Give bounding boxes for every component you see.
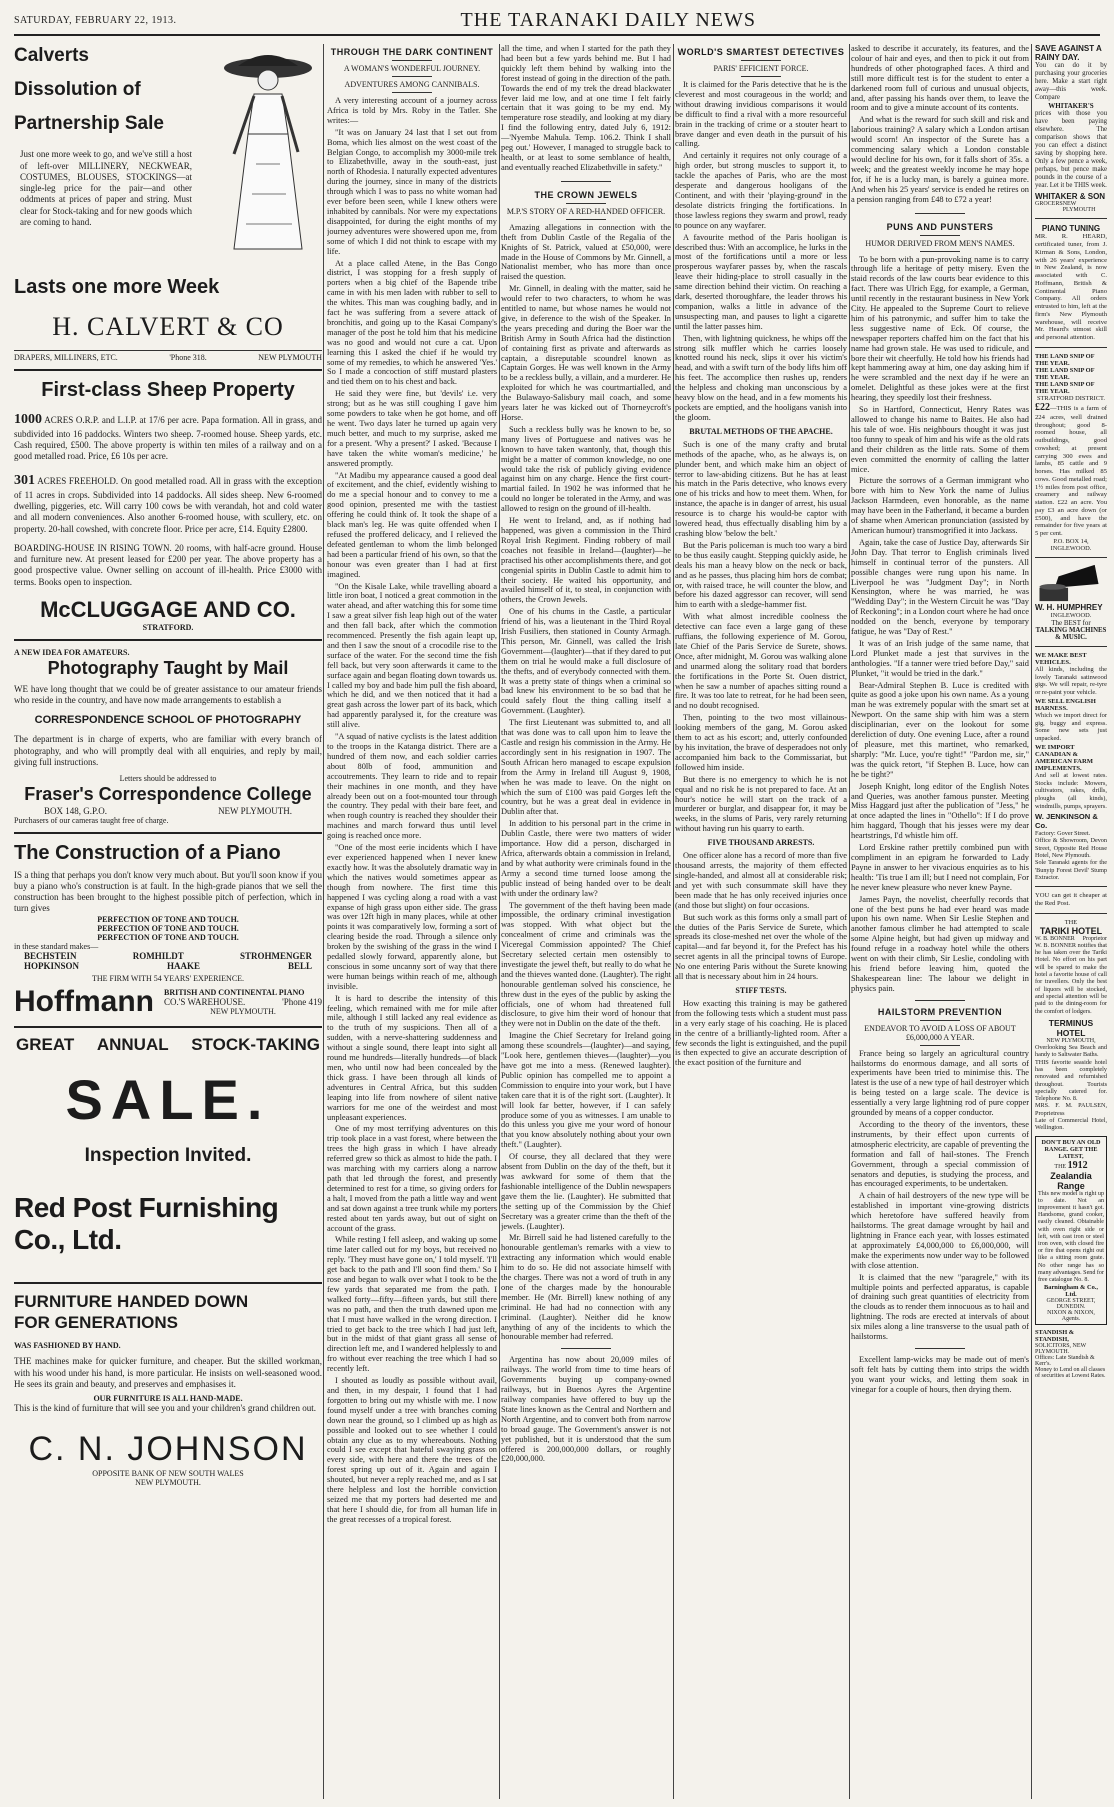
paragraph: "One of the most eerie incidents which I have ever experienced happened when I never knew exactly how. It was the absolutely dramatic way in which the natives would sometimes appear as though from nowhere. The first time this happened I was cycling along a road with a vast expanse of high grass upon either side. The grass was over 12ft high in many places, while at other points it was comparatively low, forming a sort of clearing beside the road. Through a silence only broken by the swishing of the grass in the wind I pedalled slowly forward, apparently alone, but conscious in some uncanny sort of way that there were human beings within reach of me, although invisible. xyxy=(327,843,497,991)
piano-experience: THE FIRM WITH 54 YEARS' EXPERIENCE. xyxy=(91,973,245,983)
photo-body-2: The department is in charge of experts, who are familiar with every branch of photography, and who will promptly deal with all enquiries, and reply by mail, giving full instructions. xyxy=(14,734,322,767)
range-headline: DON'T BUY AN OLD RANGE. GET THE LATEST, xyxy=(1041,1138,1101,1160)
sale-word: STOCK-TAKING xyxy=(191,1034,320,1054)
inglewood: INGLEWOOD. xyxy=(1050,545,1092,552)
talking-machines: TALKING MACHINES & MUSIC. xyxy=(1035,627,1107,641)
calverts-headline: Lasts one more Week xyxy=(14,276,220,298)
paragraph: Picture the sorrows of a German immigrant who bore with him to New York the name of Julius Jackson Harmdeen, even honorable, as the name may have been in the Fatherland, it became a burden of shame when American pronunciation (assisted by American humour) transmogrified it into Jackass. xyxy=(851,476,1029,535)
farm-price: £22 xyxy=(1035,401,1050,413)
range-body: This new model is right up to date. Not an improvement it hasn't got. Handsome, grand cooker, easily cleaned. Obtainable with oven right side or left, with cast iron or steel iron oven, with closed fire or fire that opens right out like a sitting room grate. No other range has so many advantages. Send for free catalogue No. 8. xyxy=(1038,1190,1104,1283)
calverts-title: Partnership Sale xyxy=(14,112,164,134)
paragraph: It is claimed for the Paris detective that he is the cleverest and most courageous in the world; and without drawing invidious comparisons it would be difficult to find a rival with a more resourceful brain in the tracking of crime or a stouter heart to brave danger and even death in the pursuit of his calling. xyxy=(675,80,847,149)
paragraph: "It was on January 24 last that I set out from Boma, which lies almost on the west coast of the Belgian Congo, to accomplish my 3000-mile trek to Elizabethville, away in the south-east, just north of Rhodesia. I naturally expected adventures during the journey, since in many of the districts through which I was to pass no white woman had ever before been seen, while I knew others were inhabited by cannibals. Nor were my expectations disappointed, for during the eight months of my journey adventures were showered upon me, from some of which I did not think to escape with my life. xyxy=(327,127,497,256)
range-year: 1912 xyxy=(1067,1159,1088,1171)
fraser-purchasers: Purchasers of our cameras taught free of charge. xyxy=(14,815,169,825)
furniture-sub: WAS FASHIONED BY HAND. xyxy=(14,1341,121,1351)
calverts-body: Just one more week to go, and we've still a host of left-over MILLINERY, NECKWEAR, COSTUMES, BLOUSES, STOCKINGS—at single-leg price for the pair—and other oddments at prices of paper and string. Must clear for Stock-taking and for new goods which are coming to hand. xyxy=(20,149,192,227)
paragraph: He went to Ireland, and, as if nothing had happened, was given a commission in the Third Royal Irish Regiment. Finding robbery of mail coaches not feasible in Ireland—(laughter)—he practised his other accomplishments there, and got congenial spirits in Dublin Castle to admit him to their society. He waited his opportunity, and availed himself of it, to steal, in conjunction with others, the Crown Jewels. xyxy=(501,516,671,605)
whitaker-firm: WHITAKER & SON xyxy=(1035,192,1106,202)
calverts-ad xyxy=(14,44,322,259)
calverts-foot-phone: 'Phone 318. xyxy=(169,353,207,362)
column-rule xyxy=(673,44,674,1799)
paragraph: He said they were fine, but 'devils' i.e. very strong; but as he was still coughing I gave him some powders to take when he got home, and off he went. Two days later he turned up again very much better, and much to my surprise, asked me for a present. 'Why a present?' I asked. 'Because I have taken the white woman's medicine,' he answered promptly. xyxy=(327,389,497,468)
photo-school: CORRESPONDENCE SCHOOL OF PHOTOGRAPHY xyxy=(34,714,302,727)
furniture-title: FOR GENERATIONS xyxy=(14,1313,179,1333)
range-name: Zealandia Range xyxy=(1050,1170,1092,1191)
paragraph: A chain of hail destroyers of the new type will be established in important vine-growing districts which heretofore have suffered heavily from hailstorms. The great damage wrought by hail and lightning in France each year, with losses estimated at approximately £4,000,000 to £6,000,000, will make the experiments now under way to be followed with close attention. xyxy=(851,1191,1029,1270)
acres-number: 1000 xyxy=(14,412,42,427)
paragraph: Imagine the Chief Secretary for Ireland going among these scoundrels—(laughter)—and saying, "Look here, gentlemen thieves—(laughter)—you have got me into a mess. (Renewed laughter). Public opinion has compelled me to appoint a Commission to enquire into your work, but I have taken care that it is of the right sort. (Laughter). It will look far better, however, if I can safely produce some of you as witnesses. I am unable to do this unless you give me your word of honour that you know absolutely nothing about your own theft." (Laughter). xyxy=(501,1031,671,1150)
furniture-title: FURNITURE HANDED DOWN xyxy=(14,1291,249,1311)
hoffmann-logo: Hoffmann xyxy=(14,984,154,1018)
paragraph: To be born with a pun-provoking name is to carry through life a heritage of petty misery. Even the staid records of the law courts bear evidence to this fact. There was Ulrich Egg, for example, a German, until recently in the restaurant business in New York City. He appealed to the Supreme Court to relieve him of his patronymic, and suffer him to take the less suggestive name of Eck. Of course, the newspaper reporters chaffed him on the fact that his name had grown stale. He was used to ridicule, and bore their wit cheerfully. He told how his friends had kept hammering away at him, one day asking him if he were scrambled and the next day if he were an omelet. Delightful as these jokes were at the first hearing, they speedily lost their freshness. xyxy=(851,254,1029,403)
piano-title: The Construction of a Piano xyxy=(14,841,281,864)
article-column xyxy=(675,44,847,1799)
article-headline: WORLD'S SMARTEST DETECTIVES xyxy=(677,47,845,57)
paragraph: Of course, they all declared that they were absent from Dublin on the day of the theft, but it was awkward for some of them that the fashionable intelligence of the Dublin newspapers gave them the lie. (Laughter). He submitted that the setting up of the Commission by the Chief Secretary was a greater crime than the theft of the jewels. (Laughter). xyxy=(501,1152,671,1231)
paragraph: It is claimed that the new "paragrele," with its multiple points and perfected apparatus, is capable of draining such great quantities of electricity from the clouds as to render them innocuous as to hail and lightning. The rods are erected at intervals of about six miles along a line transverse to the usual path of hailstorms. xyxy=(851,1272,1029,1342)
paragraph: "A squad of native cyclists is the latest addition to the troops in the Katanga district. There are a hundred of them now, and each soldier carries about 80lb of food, ammunition and accoutrements. They learn to ride and to repair their machines in one month, and they have already been out on a foot-mounted tour through the country. They pedal with their bare feet, and when rough country is reached they shoulder their machines and march forward thus until level going is reached once more. xyxy=(327,732,497,841)
calverts-title: Calverts xyxy=(14,45,89,66)
calverts-foot-trade: DRAPERS, MILLINERS, ETC. xyxy=(14,353,118,362)
tariki-proprietor: Proprietor xyxy=(1082,935,1107,942)
photo-kicker: A NEW IDEA FOR AMATEURS. xyxy=(14,648,130,658)
piano-make: STROHMENGER xyxy=(239,950,312,961)
paragraph: Mr. Ginnell, in dealing with the matter, said he would refer to two characters, to whom he was entitled to name, but whose names he would not give, in deference to the wish of the Speaker. In the years preceding and during the Boer war the British Army in South Africa had the distinction of containing first as private and afterwards as captain, a disreputable scoundrel known as Captain Gorges. He was well known in the Army to be a reckless bully, a villain, and a murderer. He exploited for which he was courtmartialled, and the Bulawayo-Salisbury mail coach, and some years later he was kicked out of Thorneycroft's Horse. xyxy=(501,284,671,422)
terminus-town: NEW PLYMOUTH, xyxy=(1046,1037,1096,1044)
fraser-box: BOX 148, G.P.O. xyxy=(44,805,108,816)
article-headline: PUNS AND PUNSTERS xyxy=(886,221,994,232)
barningham-agents: NIXON & NIXON, Agents. xyxy=(1047,1310,1095,1323)
paragraph: And what is the reward for such skill and risk and laborious training? A salary which a London artisan would scorn! An inspector of the Surete has a commencing salary which a London constable would decline for his own, for it falls short of 35s. a week; and the greatest weekly income he may hope for, if he is a lucky man, is barely a guinea more. And when his 25 years' service is ended he retires on a pension ranging from £48 to £72 a year! xyxy=(851,115,1029,204)
po-box: P.O. BOX 14, xyxy=(1053,538,1089,545)
terminus-2: THIS favorite seaside hotel has been completely renovated and refurnished throughout. Tourists specially catered for. Telephone No. 8. xyxy=(1035,1058,1107,1103)
cn-johnson-town: NEW PLYMOUTH. xyxy=(135,1478,201,1488)
paragraph: So in Hartford, Connecticut, Henry Rates was allowed to change his name to Baites. He also had his tale of woe. His neighbours thought it was just too funny to speak of him and his wife as the old rats and their children as the little rats. Some of them even committed the enormity of calling the latter mice. xyxy=(851,405,1029,474)
paragraph: Joseph Knight, long editor of the English Notes and Queries, was another famous punster. Meeting Miss Haggard just after the publication of "Jess," he at once adapted the lines in "Othello": If I do prove him haggard, Though that his jesses were my dear heartstrings, I'd whistle him off. xyxy=(851,781,1029,841)
barningham-address: GEORGE STREET, DUNEDIN. xyxy=(1046,1298,1096,1311)
paragraph: According to the theory of the inventors, these instruments, by their effect upon currents of atmospheric electricity, are capable of preventing the formation and fall of hail-stones. The French Government, through a special commission of senators and deputies, is studying the process, and has encouraged experiments, to be undertaken. xyxy=(851,1120,1029,1189)
paragraph: Argentina has now about 20,009 miles of railways. The world from time to time hears of Governments buying up company-owned railways, but in Buenos Ayres the Argentine railway companies have offered to buy up the State lines known as the Central and Northern and North Argentine, and to convert both from narrow to broad gauge. The Government's answer is not yet published, but it is understood that the sum offered is 200,000,000 dollars, or roughly £20,000,000. xyxy=(501,1355,671,1464)
tariki-the: THE xyxy=(1064,918,1078,926)
inspection-invited: Inspection Invited. xyxy=(84,1145,252,1167)
paragraph: A very interesting account of a journey across Africa is told by Mrs. Roby in the Tatler. She writes:— xyxy=(327,96,497,125)
column-rule xyxy=(1031,44,1032,1799)
column-rule xyxy=(323,44,324,1799)
humphrey-town: INGLEWOOD. xyxy=(1050,612,1092,619)
calverts-title: Dissolution of xyxy=(14,78,141,100)
harness-title: WE SELL ENGLISH HARNESS. xyxy=(1035,698,1096,713)
piano-make: BELL xyxy=(287,960,312,971)
jenkinson-factory: Factory: Gover Street. xyxy=(1035,830,1091,838)
land-snip: THE LAND SNIP OF THE YEAR. xyxy=(1035,380,1095,395)
hoffmann-phone: 'Phone 419 xyxy=(282,996,322,1007)
humphrey-name: W. H. HUMPHREY xyxy=(1035,603,1103,612)
furniture-ad xyxy=(14,1291,322,1488)
sheep-property-ad xyxy=(14,378,322,632)
paragraph: With what almost incredible coolness the detective can face even a large gang of these ruffians, the following experience of M. Gorou, late Chief of the Paris Service de Surete, shows. Once, after midnight, M. Gorou was walking alone and unarmed along the solitary road that borders the fortifications in the Porte St. Ouen district, when he saw a number of apaches sitting round a fire. It was too late to retreat, for he had been seen, and no doubt recognised. xyxy=(675,612,847,711)
paragraph: In addition to his personal part in the crime in Dublin Castle, there were two matters of wider importance. How did a person, discharged in Africa, afterwards obtain a commission in Ireland, and by what authority were criminals found in the Army a second time turned loose among the public instead of being handed over to be dealt with under the ordinary law? xyxy=(501,819,671,898)
article-subhead: HUMOR DERIVED FROM MEN'S NAMES. xyxy=(865,238,1015,248)
photo-title: Photography Taught by Mail xyxy=(47,658,289,679)
paragraph: Then, pointing to the two most villainous-looking members of the gang, M. Gorou asked them to act as his escort; and, utterly confounded by his invitation, the brave of desperadoes not only accompanied him back to the Commissariat, but followed him inside. xyxy=(675,713,847,772)
calverts-firm: H. CALVERT & CO xyxy=(52,312,284,341)
article-body xyxy=(327,96,497,1525)
humphrey-best: The BEST for xyxy=(1051,619,1091,627)
paragraph: France being so largely an agricultural country hailstorms do enormous damage, and all sorts of experiments have been tried to minimise this. The latest is the use of a new type of hail destroyer which is being tested on a large scale. The device is essentially a very large lightning rod of pure copper grounded by means of a copper conductor. xyxy=(851,1048,1029,1118)
paragraph: How exacting this training is may be gathered from the following tests which a student must pass in a very early stage of his coaching. He is placed in the centre of a brilliantly-lighted room. After a few seconds the light is extinguished, and the pupil is then expected to give an accurate description of the exact position of the furniture and xyxy=(675,998,847,1068)
stratford-district: STRATFORD DISTRICT. xyxy=(1036,394,1106,402)
furniture-body-2: This is the kind of furniture that will see you and your children's grand children out. xyxy=(14,1403,317,1414)
photo-letters: Letters should be addressed to xyxy=(119,774,217,783)
paragraph: The government of the theft having been made impossible, the ordinary criminal investigation was stopped. With what object but the concealment of crime and criminals was the Viceregal Commission appointed? The Chief Secretary selected certain men ostensibly to investigate the jewel theft, but really to do what he and the thieves wanted done. (Laughter). The right honourable gentleman solved his conscience, he threw dust in the eyes of the public by asking the officials, one of whom had threatened full disclosure, to give him their word of honour that they were not in Dublin on the date of the theft. xyxy=(501,900,671,1029)
paragraph: Such is one of the many crafty and brutal methods of the apache, who, as he always is, on plunder bent, and which make him an object of terror to law-abiding citizens. But he has at least his match in the Paris detective, who knows every one of his tricks and how to meet them. When, for instance, the apache is in danger of arrest, his usual resource is to charge his would-be captor with lowered head, thus effectually disabling him by a crashing blow 'below the belt.' xyxy=(675,439,847,538)
article-body xyxy=(851,255,1029,994)
paragraph: One of my most terrifying adventures on this trip took place in a vast forest, where between the trees the high grass in which I have already referred grew so thick as almost to hide the path. I was marching with my carriers along a narrow path that led through the forest, and presently determined to rest for a time, so giving orders for a halt, I moved from the path a little way and went and sat down against a tree trunk while my porters rested about ten yards away, but out of sight on account of the grass. xyxy=(327,1124,497,1233)
whitaker-mention: WHITAKER'S xyxy=(1048,102,1094,111)
paragraph: Then, with lightning quickness, he whips off the strong silk muffler which he carries loosely knotted round his neck, slips it over his victim's head, and with a swift turn of the body lifts him off his feet. The accomplice then rushes up, renders the helpless and choking man unconscious by a heavy blow on the head, and in a few moments his pockets are emptied, and the hooligans vanish into the gloom. xyxy=(675,333,847,422)
standish-line: Offices: Late Standish & Kerr's. xyxy=(1035,1355,1095,1368)
paragraph: James Payn, the novelist, cheerfully records that one of the best puns he had ever heard was made upon his own name. When Sir Leslie Stephen and another famous climber he had attempted to scale some Alpine height, but had given up midway and found refuge in a roadway hotel while the others went on with their climb, Sir Leslie, condoling with his friend before leaving him, quoted the Shakespearean line: The labour we delight in physics pain. xyxy=(851,894,1029,993)
article-subhead: FIVE THOUSAND ARRESTS. xyxy=(707,838,815,848)
advertisement-column xyxy=(14,44,322,1799)
paragraph: But the Paris policeman is much too wary a bird to be thus easily caught. Stepping quickly aside, he deals his man a heavy blow on the neck or back, and as he passes, thus placing him hors de combat; or, with raised trace, he will counter the blow, and before his dazed aggressor can recover, will send him to earth with a sledge-hammer fist. xyxy=(675,540,847,610)
article-subhead: PARIS' EFFICIENT FORCE. xyxy=(713,64,809,73)
mccluggage-town: STRATFORD. xyxy=(142,623,194,633)
paragraph: And certainly it requires not only courage of a high order, but strong muscles to support it, to tackle the apaches of Paris, who are the most desperate and dangerous hooligans of the Continent, and with their 'playing-ground' in the desolate districts fringing the fortifications. In those lawless regions they swarm and prowl, ready to pounce on any wayfarer. xyxy=(675,151,847,230)
hoffmann-warehouse: CO.'S WAREHOUSE. xyxy=(163,996,246,1007)
zealandia-range-ad xyxy=(1035,1136,1107,1325)
jenkinson-office: Office & Showroom, Devon Street, Opposite Red House Hotel, New Plymouth. xyxy=(1035,837,1107,860)
paragraph: While resting I fell asleep, and waking up some time later called out for my boys, but received no reply. 'They must have gone on,' I told myself. 'I'll get back to the path and I'll soon find them.' So I rose and began to walk over what I took to be the few yards that separated me from the path. I walked forty—fifty—fifteen yards, but still there was no path, and then the truth dawned upon me that I must have walked in the wrong direction. I tried to get back to the tree which I had just left, but in the midst of that giant grass all sense of direction left me, and I wandered helplessly to and fro without ever reaching the tree which I had so recently left. xyxy=(327,1235,497,1374)
paragraph: The first Lieutenant was submitted to, and all that was done was to call upon him to leave the Castle and resign his commission in the Army. He accordingly sent in his resignation in 1907. The South African hero managed to escape expulsion from the Army in Ireland till August 9, 1908, when he was made to leave. On the night on which the sum of £100 was paid Gorges left the country, but he was a great deal in evidence in Dublin after that. xyxy=(501,718,671,817)
sheep-listing-1: ACRES O.R.P. and L.I.P. at 17/6 per acre. Papa formation. All in grass, and subdivided into 16 paddocks. Winters two sheep. 7-roomed house. Sheep yards, etc. Cash required, £500. The above property is within ten miles of a railway and on a good metalled road. Price, £6 10s per acre. xyxy=(14,415,322,461)
paragraph: asked to describe it accurately, its features, and the colour of hair and eyes, and then to pick it out from hundreds of other photographed faces. A third and still more difficult test is for the student to enter a darkened room full of curious and unusual objects, and, after passing his hands over them, to leave the room and to give a minute account of its contents. xyxy=(851,44,1029,113)
tariki-bonner: W. B. BONNER xyxy=(1035,935,1075,942)
rainy-day-body: You can do it by purchasing your groceries here. Make a start right away—this week. Compare xyxy=(1035,62,1107,102)
article-subhead: ADVENTURES AMONG CANNIBALS. xyxy=(344,80,480,89)
furniture-body: THE machines make for quicker furniture, and cheaper. But the skilled workman, with his wood under his hand, is more particular. He insists on well-seasoned wood. He sees its grain and beauty, and preserves and emphasises it. xyxy=(14,1356,322,1389)
piano-makes-intro: in these standard makes— xyxy=(14,941,99,951)
paragraph: Mr. Birrell said he had listened carefully to the honourable gentleman's remarks with a view to extracting any information which would enable him to do so. He did not associate himself with the charges. There was not a word of truth in any one of the charges made by the honourable member. He (Mr. Birrell) knew nothing of any criminal. He had had no connection with any criminal. (Laughter). Neither did he know anything of any of the incidents to which the honourable member had referred. xyxy=(501,1233,671,1342)
photo-body: WE have long thought that we could be of greater assistance to our amateur friends who reside in the country, and have now made arrangements to establish a xyxy=(14,683,322,705)
piano-make: HAAKE xyxy=(166,960,200,971)
furniture-hand-made: OUR FURNITURE IS ALL HAND-MADE. xyxy=(93,1394,243,1404)
issue-date: SATURDAY, FEBRUARY 22, 1913. xyxy=(14,14,177,26)
standish-firm: STANDISH & STANDISH, xyxy=(1035,1329,1075,1344)
article-column xyxy=(327,44,497,1799)
article-body xyxy=(501,223,671,1343)
article-subhead: STIFF TESTS. xyxy=(735,985,787,995)
paragraph: At a place called Atene, in the Bas Congo district, I was stopping for a fresh supply of porters when a big chief of the Bapende tribe came in with his men laden with rubber to sell to the whites. This man was coughing badly, and in fact he was suffering from a severe attack of bronchitis, and going up to the Kasai Company's manager of the post he told him that his medicine was no good and would not cure a cat. Upon learning this I asked the chief if he would try some of my remedies, to which he answered 'Yes.' So I made a concoction of stiff mustard plasters and tied them on to his chest and back. xyxy=(327,258,497,387)
hoffmann-company: BRITISH AND CONTINENTAL PIANO xyxy=(163,987,305,997)
sale-word: ANNUAL xyxy=(96,1034,169,1054)
sale-headline: SALE. xyxy=(65,1067,271,1131)
stocktaking-sale-ad xyxy=(14,1035,322,1256)
vehicles-body: All kinds, including the lovely Taranaki satinwood gigs. We will repair, re-tyre or re-paint your vehicle. xyxy=(1035,666,1107,696)
jenkinson-firm: W. JENKINSON & Co. xyxy=(1035,812,1098,831)
piano-perfection: PERFECTION OF TONE AND TOUCH. xyxy=(97,932,239,942)
article-body xyxy=(675,80,847,423)
article-headline: THROUGH THE DARK CONTINENT xyxy=(330,47,494,57)
paragraph: But there is no emergency to which he is not equal and no risk he is not prepared to face. At an hour's notice he will start on the track of a murderer or burglar, and disappear for, it may be weeks, in the slums of Paris, very rarely returning without having run his quarry to earth. xyxy=(675,774,847,834)
paragraph: "On the Kisale Lake, while travelling aboard a little iron boat, I noticed a great commotion in the water ahead, and after watching this for some time I saw a great silver fish leap high out of the water and then fall back, after which the commotion recommenced. Presently the fish again leapt up, and then I saw the snout of a crocodile rise to the surface of the water. For the second time the fish fell back, but very soon afterwards it came to the surface again and began floating down towards us. I called my boy and bade him pull the fish aboard, which he did, and we then noticed that it had a great gash across the lower part of its back, which had apparently paralysed it, for the creature was still alive. xyxy=(327,581,497,730)
land-snip: THE LAND SNIP OF THE YEAR. xyxy=(1035,352,1095,367)
fashion-lady-illustration xyxy=(204,44,322,259)
article-headline: THE CROWN JEWELS xyxy=(534,189,638,200)
piano-ad xyxy=(14,841,322,1019)
gramophone-illustration xyxy=(1035,563,1103,603)
paragraph: Lord Erskine rather prettily combined pun with compliment in an epigram he forwarded to Lady Payne in answer to her vivacious enquiries as to his health: 'Tis true I am ill; but I need not complain, For he never knew pleasure who never knew Payne. xyxy=(851,843,1029,892)
hoffmann-town: NEW PLYMOUTH. xyxy=(210,1006,276,1016)
column-rule xyxy=(499,44,500,1799)
paragraph: One of his chums in the Castle, a particular friend of his, was a lieutenant in the Third Royal Irish Fusiliers, then stationed in County Armagh. This person, Mr. Ginnell, was called the Irish Government—(laughter)—that if they dared to put them on trial he would make a full disclosure of the thefts, and of everybody connected with them. It was a pretty state of things when a criminal so bad knew his environment to be so bad that he could safely flout the thing calling itself a Government. (Laughter). xyxy=(501,607,671,716)
article-column xyxy=(851,44,1029,1799)
paragraph: I shouted as loudly as possible without avail, and then, in my despair, I found that I had forgotten to bring out my whistle with me. I now found myself under a tree with branches coming down near the ground, so I climbed up as high as possible and looked out to see whether I could obtain any clue as to my whereabouts. Nothing could I see except that hateful swaying grass on every side, with here and there the trees of the forest spring up out of it. Again and again I shouted, but never a reply reached me, and as I sat there helpless and lost the horrible conviction seized me that my porters had deserted me and that here I should die, for from all human life in the great recesses of a tropical forest. xyxy=(327,1376,497,1524)
piano-body: IS a thing that perhaps you don't know very much about. But you'll soon know if you buy a piano who's construction is at fault. In the high-grade pianos that we sell the construction has been brought to the highest possible pitch of perfection, which in turn gives xyxy=(14,869,322,914)
terminus-hotel: TERMINUS HOTEL xyxy=(1048,1017,1094,1038)
red-post-cheaper: YOU can get it cheaper at the Red Post. xyxy=(1035,892,1107,908)
piano-tuning-title: PIANO TUNING xyxy=(1041,224,1101,234)
photography-ad xyxy=(14,648,322,824)
paragraph: Amazing allegations in connection with the theft from Dublin Castle of the Regalia of the Knights of St. Patrick, valued at £50,000, were made in the House of Commons by Mr. Ginnell, a Nationalist member, who has more than once raised the question. xyxy=(501,222,671,282)
implements-title: WE IMPORT CANADIAN & AMERICAN FARM IMPLEMENTS. xyxy=(1035,744,1093,773)
article-headline: HAILSTORM PREVENTION xyxy=(877,1006,1003,1017)
standish-line: Money to Lend on all classes of securities at Lowest Rates. xyxy=(1035,1367,1106,1380)
acres-number: 301 xyxy=(14,473,35,489)
article-subhead: M.P.'S STORY OF A RED-HANDED OFFICER. xyxy=(506,206,666,216)
piano-perfection: PERFECTION OF TONE AND TOUCH. xyxy=(97,923,239,933)
whitaker-town: NEW PLYMOUTH xyxy=(1062,201,1096,214)
whitaker-trade: GROCERS xyxy=(1035,201,1063,208)
piano-make: HOPKINSON xyxy=(24,960,80,971)
article-column xyxy=(501,44,671,1799)
farm-body: —THIS is a farm of 224 acres, well drained throughout; good 8-roomed house, all outbuildings, good cowshed; at present carrying 300 ewes and lambs, 85 cattle and 9 horses. Has milked 85 cows. Good metalled road; 1½ miles from post office, creamery and railway station. £22 an acre. You pay £3 an acre down (or £500), and have the remainder for five years at 5 per cent. xyxy=(1035,404,1107,538)
implements-body: And sell at lowest rates. Stocks include: Mowers, cultivators, rakes, drills, ploughs (all kinds), windmills, pumps, sprayers. xyxy=(1035,772,1107,810)
tariki-body: W. B. BONNER notifies that he has taken over the Tariki Hotel. No effort on his part will be spared to make the hotel a favorite house of call for travellers. Only the best of liquors will be stocked, and special attention will be paid to the dining-room for the comfort of lodgers. xyxy=(1035,941,1107,1015)
sale-word: GREAT xyxy=(16,1034,75,1054)
paragraph: A favourite method of the Paris hooligan is described thus: With an accomplice, he lurks in the most of the fortifications until a more or less prosperous wayfarer passes by, when the rascals leave their hiding-place to stroll casually in the same direction behind their victim. On reaching a dark, deserted thoroughfare, the leader throws his companion, walks a little in advance of the unsuspecting man, and pauses to light a cigarette until the latter passes him. xyxy=(675,232,847,331)
rainy-day-title: SAVE AGAINST A RAINY DAY. xyxy=(1035,44,1102,62)
terminus-proprietress: MRS. F. M. PAULSEN, Proprietress xyxy=(1035,1102,1107,1117)
paragraph: One officer alone has a record of more than five thousand arrests, the majority of them effected single-handed, and almost all at considerable risk; and yet with such consummate skill have they been made that he has only received injuries once (and those but slight) on four occasions. xyxy=(675,851,847,910)
piano-perfection: PERFECTION OF TONE AND TOUCH. xyxy=(97,914,239,924)
rainy-day-body-2: prices with those you have been paying elsewhere. The comparison shows that you can effect a distinct saving by shopping here. Only a few pence a week, perhaps, but pence make pounds in the course of a year. Let it be THIS week. xyxy=(1035,110,1107,190)
classified-column xyxy=(1035,44,1107,1799)
newspaper-title: THE TARANAKI DAILY NEWS xyxy=(460,8,757,31)
land-snip: THE LAND SNIP OF THE YEAR. xyxy=(1035,366,1095,381)
fraser-college: Fraser's Correspondence College xyxy=(24,784,312,804)
cn-johnson-address: OPPOSITE BANK OF NEW SOUTH WALES xyxy=(92,1469,244,1479)
fraser-town: NEW PLYMOUTH. xyxy=(218,805,292,816)
article-subhead: BRUTAL METHODS OF THE APACHE. xyxy=(689,426,833,436)
column-rule xyxy=(849,44,850,1799)
paragraph: But such work as this forms only a small part of the duties of the Paris Service de Surete, which spreads its close-meshed net over the whole of the capital—and far beyond it, for the Prefect has his secret agents in all the principal towns of Europe. No one entering Paris without the Surete knowing all that is necessary about him in 24 hours. xyxy=(675,912,847,982)
terminus-proprietress-2: Late of Commercial Hotel, Wellington. xyxy=(1035,1117,1107,1132)
tariki-hotel: TARIKI HOTEL xyxy=(1039,925,1103,936)
article-subhead: ENDEAVOR TO AVOID A LOSS OF ABOUT £6,000,000 A YEAR. xyxy=(864,1023,1016,1042)
paragraph: Again, take the case of Justice Day, afterwards Sir John Day. That terror to English criminals lived himself in continual terror of the punsters. All possible changes were rung upon his name. In Liverpool he was "Judgment Day"; in North Kensington, where he was married, he was "Wedding Day"; in the Western Circuit he was "Day of Reckoning"; in a London court where he had once nodded on the bench, everyone by temporary fatigue, he was "Day of Rest." xyxy=(851,537,1029,637)
calverts-foot-town: NEW PLYMOUTH xyxy=(258,353,322,362)
sheep-title: First-class Sheep Property xyxy=(41,379,295,401)
standish-line: SOLICITORS, NEW PLYMOUTH. xyxy=(1035,1343,1087,1356)
sheep-listing-2: ACRES FREEHOLD. On good metalled road. All in grass with the exception of 11 acres in crops. Subdivided into 14 paddocks. All sides sheep. New 6-roomed dwelling, piggeries, etc. Will carry 100 cows be with verandah, hot and cold water and all modern conveniences. Also another 6-roomed house, with scullery, etc. on property. 20-hall cowshed, with concrete floor. Price per acre, £14. Equity £2800. xyxy=(14,476,322,534)
terminus-1: Overlooking Sea Beach and handy to Saltwater Baths. xyxy=(1035,1043,1107,1059)
boarding-house-listing: BOARDING-HOUSE IN RISING TOWN. 20 rooms, with half-acre ground. House and furniture new. At present leased for £200 per year. The above property has a good prospective value. Owner selling on account of ill-health. Price £3000 with terms. Books open to inspection. xyxy=(14,542,322,587)
paragraph: Such a reckless bully was he known to be, so many lives of Portuguese and natives was he known to have taken wantonly, that, though this might be a matter of common knowledge, no one would take the risk of publicly giving evidence against him on any charge. Hence the first court-martial failed. In 1902 he was informed that he could no longer be tolerated in the Army, and was allowed to resign on the ground of ill-health. xyxy=(501,424,671,514)
jenkinson-agents: Sole Taranaki agents for the 'Bunyip Forest Devil' Stump Extractor. xyxy=(1035,859,1107,881)
paragraph: all the time, and when I started for the path they had been but a few yards behind me. But I had quickly left them behind by walking into the forest instead of going in the direction of the path. Towards the end of my trek the dread blackwater fever laid me low, and at one time I felt fairly certain that it was going to be my end. My temperature rose steadily, and looking at my diary I find the following entry, dated July 6, 1912:—'Nyembe Mahula. Temp. 106.2. Think I shall peg out.' However, I managed to struggle back to health, or at least to some semblance of health, and eventually reached Elizabethville in safety." xyxy=(501,44,671,172)
red-post-firm: Red Post Furnishing Co., Ltd. xyxy=(14,1191,279,1255)
piano-tuning-body: MR. R. HEARD, certificated tuner, from J. Kirman & Sons, London, with 26 years' experience in New Zealand, is now associated with C. Hoffmann, British & Continental Piano Company. All orders entrusted to him, left at the firm's New Plymouth warehouse, will receive Mr. Heard's utmost skill and personal attention. xyxy=(1035,233,1107,342)
harness-body: Which we import direct for gig, buggy and express. Some new sets just unpacked. xyxy=(1035,712,1107,742)
article-subhead: A WOMAN'S WONDERFUL JOURNEY. xyxy=(343,64,481,73)
paragraph: Bear-Admiral Stephen B. Luce is credited with quite as good a joke upon his own name. As a young man he was extremely popular with the smart set at Newport. On the same ship with him was a stern disciplinarian, ever on the lookout for some dereliction of duty. One evening Luce, after a round of pleasure, met this martinet, who remarked, sharply: "Mr. Luce, you're tight!" "Pardon me, sir," was the quick retort, "if Stephen B. Luce, how can he be tight?" xyxy=(851,680,1029,779)
piano-make: ROMHILDT xyxy=(132,950,184,961)
cn-johnson-name: C. N. JOHNSON xyxy=(28,1430,308,1469)
vehicles-title: WE MAKE BEST VEHICLES. xyxy=(1035,652,1087,666)
range-the: THE xyxy=(1054,1163,1067,1170)
barningham: Barningham & Co., Ltd. xyxy=(1044,1284,1098,1299)
paragraph: Excellent lamp-wicks may be made out of men's soft felt hats by cutting them into strips the width you want your wicks, and letting them soak in vinegar for a couple of hours, then drying them. xyxy=(851,1354,1029,1394)
masthead xyxy=(14,6,1100,36)
paragraph: It was of an Irish judge of the same name, that Lord Plunket made a jest that survives in the anthologies. "If a tanner were tried before Day," said Plunket, "it would be tried in the dark." xyxy=(851,638,1029,678)
paragraph: "At Madibu my appearance caused a good deal of excitement, and the chief, evidently wishing to do me a special honour and to convey to me a good opinion, presented me with the tastiest offering he could think of. It took the shape of a black man's leg. He was quite offended when I refused the proffered delicacy, and I relieved the defeated gentleman to whom the limb belonged had been a particular friend of his own, so that the honour was even greater than I had at first imagined. xyxy=(327,470,497,579)
paragraph: It is hard to describe the intensity of this feeling, which remained with me for mile after mile, although I still lacked any real evidence as to the truth of my suspicions. Then all of a sudden, with a nerve-shattering suddenness and without a single sound, there leapt into sight all round me hundreds—literally hundreds—of black men, who until now had been concealed by the thick grass. I have been through all kinds of adventures in Central Africa, but this sudden leaping into life from nowhere of silent native warriors for me one of the weirdest and most unpleasant experiences. xyxy=(327,993,497,1122)
piano-make: BECHSTEIN xyxy=(24,950,77,961)
mccluggage-firm: McCLUGGAGE AND CO. xyxy=(40,596,296,622)
